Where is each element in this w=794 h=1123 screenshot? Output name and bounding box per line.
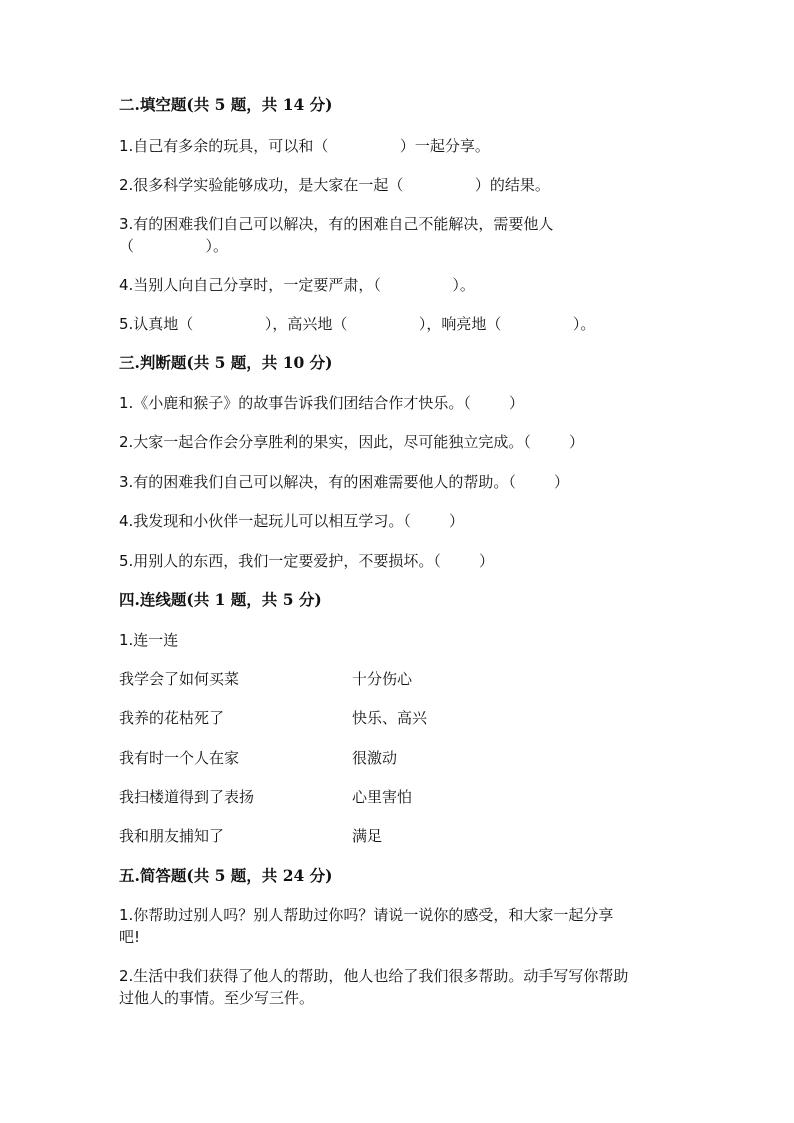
section2-heading: 二.填空题(共 5 题，共 14 分) [119, 95, 333, 114]
judge-question-5: 5.用别人的东西，我们一定要爱护，不要损坏。（ ） [119, 552, 494, 570]
matching-left-item: 我扫楼道得到了表扬 [119, 788, 255, 806]
judge-question-2: 2.大家一起合作会分享胜利的果实，因此，尽可能独立完成。（ ） [119, 433, 584, 451]
section4-heading: 四.连线题(共 1 题，共 5 分) [119, 590, 322, 609]
fill-question-4: 4.当别人向自己分享时，一定要严肃，（ ）。 [119, 276, 475, 294]
short-answer-1-line1: 1.你帮助过别人吗？别人帮助过你吗？请说一说你的感受，和大家一起分享 [119, 906, 614, 924]
matching-right-item: 很激动 [352, 749, 398, 767]
matching-left-item: 我有时一个人在家 [119, 749, 240, 767]
section3-heading: 三.判断题(共 5 题，共 10 分) [119, 353, 333, 372]
matching-right-item: 满足 [352, 827, 383, 845]
fill-question-5: 5.认真地（ ），高兴地（ ），响亮地（ ）。 [119, 315, 596, 333]
judge-question-4: 4.我发现和小伙伴一起玩儿可以相互学习。（ ） [119, 512, 464, 530]
matching-left-item: 我学会了如何买菜 [119, 670, 240, 688]
short-answer-2-line1: 2.生活中我们获得了他人的帮助，他人也给了我们很多帮助。动手写写你帮助 [119, 967, 629, 985]
fill-question-3-line2: （ ）。 [119, 237, 229, 255]
matching-right-item: 十分伤心 [352, 670, 413, 688]
matching-question-1: 1.连一连 [119, 631, 179, 649]
short-answer-2-line2: 过他人的事情。至少写三件。 [119, 989, 315, 1007]
matching-right-item: 心里害怕 [352, 788, 413, 806]
matching-left-item: 我养的花枯死了 [119, 709, 225, 727]
judge-question-1: 1.《小鹿和猴子》的故事告诉我们团结合作才快乐。（ ） [119, 394, 524, 412]
fill-question-2: 2.很多科学实验能够成功，是大家在一起（ ）的结果。 [119, 176, 550, 194]
matching-right-item: 快乐、高兴 [352, 709, 428, 727]
matching-left-item: 我和朋友捕知了 [119, 827, 225, 845]
short-answer-1-line2: 吧! [119, 928, 141, 946]
section5-heading: 五.简答题(共 5 题，共 24 分) [119, 866, 333, 885]
fill-question-3-line1: 3.有的困难我们自己可以解决，有的困难自己不能解决，需要他人 [119, 215, 554, 233]
fill-question-1: 1.自己有多余的玩具，可以和（ ）一起分享。 [119, 137, 490, 155]
judge-question-3: 3.有的困难我们自己可以解决，有的困难需要他人的帮助。（ ） [119, 473, 569, 491]
